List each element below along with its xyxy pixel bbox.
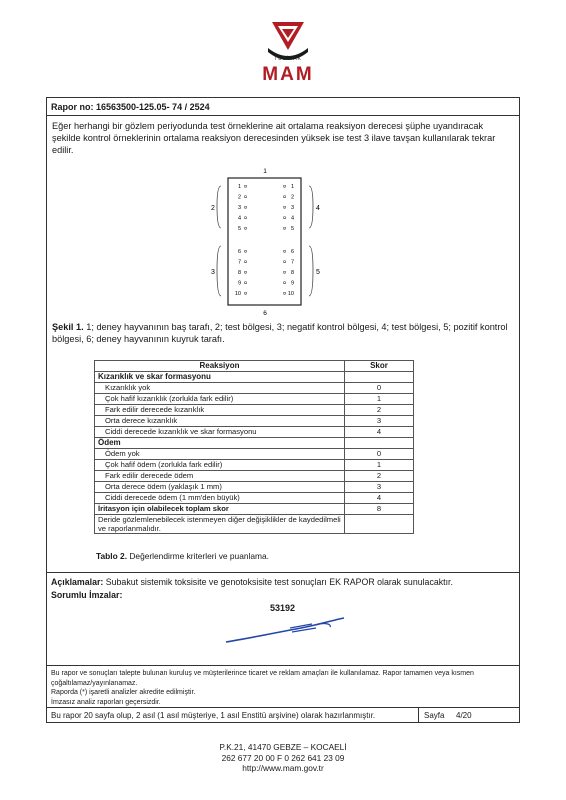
footer-note: Bu rapor 20 sayfa olup, 2 asıl (1 asıl müşteriye, 1 asıl Enstitü arşivine) olarak hazırlanmıştır. xyxy=(51,711,376,720)
site-label: 3 xyxy=(290,205,294,211)
site-marker-icon: ¤ xyxy=(283,280,287,287)
divider xyxy=(418,707,419,723)
report-number: Rapor no: 16563500-125.05- 74 / 2524 xyxy=(51,102,210,112)
table-row: Çok hafif ödem (zorlukla fark edilir) 1 xyxy=(95,460,414,471)
diagram-label-head: 1 xyxy=(263,168,267,175)
test-area-diagram xyxy=(195,166,335,318)
site-marker-icon: ¤ xyxy=(283,259,287,266)
site-label: 7 xyxy=(290,259,294,266)
table-total-row: İritasyon için olabilecek toplam skor 8 xyxy=(95,504,414,515)
site-marker-icon: ¤ xyxy=(244,259,248,266)
table-header-score: Skor xyxy=(345,361,414,372)
table-row: Orta derece ödem (yaklaşık 1 mm) 3 xyxy=(95,482,414,493)
page-number: 4/20 xyxy=(456,711,472,720)
bracket-left-bottom xyxy=(217,246,221,296)
bracket-right-bottom xyxy=(309,246,313,296)
site-label: 6 xyxy=(290,249,294,255)
table-caption: Tablo 2. Değerlendirme kriterleri ve puanlama. xyxy=(96,551,270,561)
site-label: 3 xyxy=(237,205,241,211)
site-marker-icon: ¤ xyxy=(244,249,248,255)
site-marker-icon: ¤ xyxy=(244,205,248,211)
table-row: Çok hafif kızarıklık (zorlukla fark edilir) 1 xyxy=(95,394,414,405)
divider xyxy=(46,572,520,573)
site-label: 8 xyxy=(290,270,294,276)
table-row: Ciddi derecede ödem (1 mm'den büyük) 4 xyxy=(95,493,414,504)
table-row: Fark edilir derecede kızarıklık 2 xyxy=(95,405,414,416)
signature-icon xyxy=(220,608,360,648)
divider xyxy=(46,707,520,708)
site-label: 5 xyxy=(237,226,241,232)
table-row: Kızarıklık yok 0 xyxy=(95,383,414,394)
site-marker-icon: ¤ xyxy=(283,205,287,211)
site-label: 10 xyxy=(287,291,294,297)
site-label: 9 xyxy=(290,280,294,287)
site-label: 2 xyxy=(237,194,241,201)
signatures-label: Sorumlu İmzalar: xyxy=(51,590,123,600)
figure-caption: Şekil 1. 1; deney hayvanının baş tarafı, 2; test bölgesi, 3; negatif kontrol bölgesi, 4; test bölgesi, 5; pozitif kontrol bölgesi, 6; deney hayvanının kuyruk tarafı. xyxy=(52,322,508,344)
site-marker-icon: ¤ xyxy=(244,215,248,222)
signer-id: 53192 xyxy=(270,603,296,613)
site-marker-icon: ¤ xyxy=(283,215,287,222)
site-label: 1 xyxy=(237,184,241,190)
site-marker-icon: ¤ xyxy=(244,226,248,232)
table-group-title: Kızarıklık ve skar formasyonu xyxy=(95,372,345,383)
table-row: Ödem yok 0 xyxy=(95,449,414,460)
diagram-label-left-bottom: 3 xyxy=(211,269,215,276)
page-label: Sayfa xyxy=(424,711,445,720)
site-label: 4 xyxy=(237,215,241,222)
site-marker-icon: ¤ xyxy=(283,184,287,190)
diagram-label-left-top: 2 xyxy=(211,205,215,212)
diagram-label-tail: 6 xyxy=(263,310,267,317)
site-marker-icon: ¤ xyxy=(283,249,287,255)
logo-mam-text: MAM xyxy=(262,64,314,85)
table-group-title: Ödem xyxy=(95,438,345,449)
intro-paragraph: Eğer herhangi bir gözlem periyodunda test örneklerine ait ortalama reaksiyon derecesi şüphe uyandıracak şekilde kontrol örneklerinin ortalama reaksiyon derecesinden yüksek ise test 3 ilave tavşan kullanılarak tekrar edilir. xyxy=(52,121,496,155)
site-marker-icon: ¤ xyxy=(244,270,248,276)
bracket-right-top xyxy=(309,186,313,228)
site-marker-icon: ¤ xyxy=(283,226,287,232)
site-label: 2 xyxy=(290,194,294,201)
site-label: 8 xyxy=(237,270,241,276)
site-marker-icon: ¤ xyxy=(244,291,248,297)
site-marker-icon: ¤ xyxy=(283,194,287,201)
remarks: Açıklamalar: Subakut sistemik toksisite ve genotoksisite test sonuçları EK RAPOR olarak sunulacaktır. xyxy=(51,577,453,587)
divider xyxy=(46,115,520,116)
address-block: P.K.21, 41470 GEBZE – KOCAELİ 262 677 20 00 F 0 262 641 23 09 http://www.mam.gov.tr xyxy=(219,742,347,773)
site-label: 5 xyxy=(290,226,294,232)
site-marker-icon: ¤ xyxy=(283,291,287,297)
bracket-left-top xyxy=(217,186,221,228)
disclaimer: Bu rapor ve sonuçları talepte bulunan kuruluş ve müşterilerince ticaret ve reklam amaçları ile kullanılamaz. Rapor tamamen veya kısmen çoğaltılamaz/yayınlanamaz. Raporda (*) işaretli analizler akredite edilmiştir. İmzasız analiz raporları geçersizdir. xyxy=(51,670,474,706)
logo-brand-text: TÜBİTAK xyxy=(274,56,302,62)
table-row: Fark edilir derecede ödem 2 xyxy=(95,471,414,482)
divider xyxy=(46,665,520,666)
diagram-label-right-top: 4 xyxy=(316,205,320,212)
site-marker-icon: ¤ xyxy=(244,280,248,287)
scoring-table xyxy=(94,360,414,534)
site-label: 7 xyxy=(237,259,241,266)
site-label: 9 xyxy=(237,280,241,287)
site-marker-icon: ¤ xyxy=(244,184,248,190)
diagram-label-right-bottom: 5 xyxy=(316,269,320,276)
site-marker-icon: ¤ xyxy=(244,194,248,201)
site-marker-icon: ¤ xyxy=(283,270,287,276)
site-label: 10 xyxy=(234,291,241,297)
site-label: 1 xyxy=(290,184,294,190)
site-label: 6 xyxy=(237,249,241,255)
table-row: Orta derece kızarıklık 3 xyxy=(95,416,414,427)
table-row: Ciddi derecede kızarıklık ve skar formasyonu 4 xyxy=(95,427,414,438)
site-label: 4 xyxy=(290,215,294,222)
table-header-reaction: Reaksiyon xyxy=(95,361,345,372)
table-note-row: Deride gözlemlenebilecek istenmeyen diğer değişiklikler de kaydedilmeli ve raporlanmalıdır. xyxy=(95,515,414,534)
